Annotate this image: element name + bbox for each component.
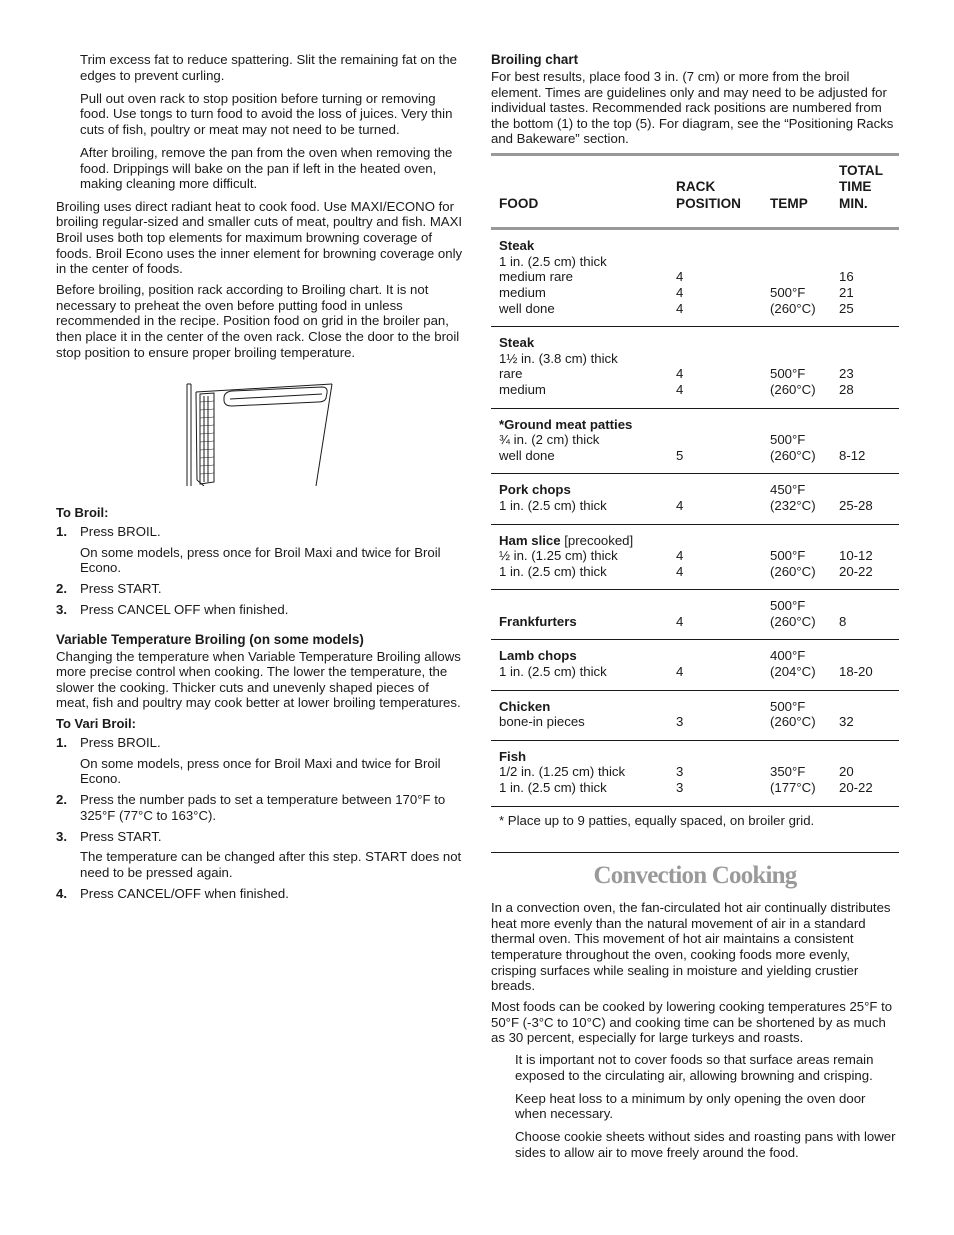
table-row xyxy=(491,229,899,327)
food-detail: 1 in. (2.5 cm) thick xyxy=(499,253,607,269)
to-broil-step xyxy=(56,602,464,618)
cell-total-time: 32 xyxy=(839,714,854,730)
table-row xyxy=(491,408,899,474)
food-detail: ½ in. (1.25 cm) thick xyxy=(499,548,618,564)
cell-temp: 500°F (260°C) xyxy=(770,598,816,629)
cell-temp: 400°F (204°C) xyxy=(770,648,816,680)
cell-rack-position: 3 3 xyxy=(676,764,684,796)
cell-total-time: 10-12 20-22 xyxy=(839,548,873,579)
cell-temp: 500°F (260°C) xyxy=(770,548,816,579)
step-number: 2. xyxy=(56,792,67,808)
step-text: Press CANCEL OFF when finished. xyxy=(80,602,289,618)
vari-broil-step xyxy=(56,829,464,845)
tip-pull-rack: Pull out oven rack to stop position before turning or removing food. Use tongs to turn food to avoid the loss of juices. Very thin cuts of fish, poultry or meat may not need to be turned. xyxy=(80,90,453,137)
convection-tip: Choose cookie sheets without sides and roasting pans with lower sides to allow air to move freely around the food. xyxy=(515,1129,896,1161)
cell-total-time: 25-28 xyxy=(839,497,873,513)
broiling-chart-heading: Broiling chart xyxy=(491,52,579,67)
step-number: 3. xyxy=(56,828,67,844)
section-divider xyxy=(491,852,899,853)
step-note: On some models, press once for Broil Maxi and twice for Broil Econo. xyxy=(80,544,441,576)
step-text: Press START. xyxy=(80,828,162,844)
cell-food xyxy=(491,408,676,474)
left-column xyxy=(56,52,464,906)
food-name: Frankfurters xyxy=(499,613,577,629)
food-detail: medium xyxy=(499,284,546,300)
tip-remove-pan: After broiling, remove the pan from the oven when removing the food. Drippings will bake on the pan if left in the heated oven, making cleaning more difficult. xyxy=(80,144,453,192)
convection-tip: Keep heat loss to a minimum by only opening the oven door when necessary. xyxy=(515,1090,866,1122)
header-total-time: TOTAL TIME MIN. xyxy=(839,162,884,211)
broiling-chart-intro: For best results, place food 3 in. (7 cm) or more from the broil element. Times are guidelines only and may need to be adjusted for individual tastes. Recommended rack positions are numbered from the bottom (1) to the top (5). For diagram, see the “Positioning Racks and Bakeware” section. xyxy=(491,69,894,147)
vari-broil-section xyxy=(56,716,464,901)
cell-temp: 500°F (260°C) xyxy=(770,366,816,397)
food-name: Fish xyxy=(499,748,527,764)
cell-temp: 500°F (260°C) xyxy=(770,432,816,463)
step-number: 2. xyxy=(56,581,67,597)
cell-temp: 500°F (260°C) xyxy=(770,284,816,316)
food-detail: rare xyxy=(499,366,523,382)
paragraph-before-broiling: Before broiling, position rack according to Broiling chart. It is not necessary to preheat the oven before putting food in unless recommended in the recipe. Position food on grid in the broiler pan, then place it in the center of the oven rack. Close the door to the broil stop position to ensure proper broiling temperature. xyxy=(56,282,460,360)
cell-total-time: 20 20-22 xyxy=(839,764,873,796)
cell-rack-position: 4 xyxy=(676,613,684,629)
cell-food xyxy=(491,474,676,524)
cell-temp: 450°F (232°C) xyxy=(770,482,816,513)
step-text: Press START. xyxy=(80,581,162,597)
broiling-chart-table xyxy=(491,153,899,807)
cell-temp: 350°F (177°C) xyxy=(770,764,816,796)
to-broil-step xyxy=(56,581,464,597)
table-row xyxy=(491,524,899,590)
table-row xyxy=(491,590,899,640)
step-text: Press BROIL. xyxy=(80,524,161,540)
oven-door-broil-stop-illustration xyxy=(184,380,334,486)
header-temp: TEMP xyxy=(770,195,808,211)
food-detail: 1½ in. (3.8 cm) thick xyxy=(499,350,618,366)
variable-broil-section xyxy=(56,632,464,711)
step-number: 1. xyxy=(56,735,67,751)
food-name: Steak xyxy=(499,238,535,254)
table-row xyxy=(491,690,899,740)
cell-rack-position: 4 4 xyxy=(676,366,684,397)
cell-rack-position: 4 4 xyxy=(676,548,684,579)
cell-rack-position: 5 xyxy=(676,447,684,463)
tip-trim-fat: Trim excess fat to reduce spattering. Slit the remaining fat on the edges to prevent curling. xyxy=(80,52,458,83)
convection-cooking-heading: Convection Cooking xyxy=(593,862,797,890)
food-detail: 1/2 in. (1.25 cm) thick xyxy=(499,764,626,780)
to-broil-heading: To Broil: xyxy=(56,505,109,521)
cell-rack-position: 4 xyxy=(676,664,684,680)
cell-food xyxy=(491,229,676,327)
cell-total-time: 8-12 xyxy=(839,447,866,463)
convection-paragraph: In a convection oven, the fan-circulated hot air continually distributes heat more evenly than the natural movement of air in a standard thermal oven. This movement of hot air maintains a consistent temperature throughout the oven, cooking foods more evenly, crisping surfaces while sealing in moisture and yielding crustier breads. xyxy=(491,900,891,994)
cell-rack-position: 3 xyxy=(676,714,684,730)
header-rack-position: RACK POSITION xyxy=(676,179,741,211)
cell-food xyxy=(491,690,676,740)
food-detail: 1 in. (2.5 cm) thick xyxy=(499,497,607,513)
step-text: Press BROIL. xyxy=(80,735,161,751)
cell-total-time: 18-20 xyxy=(839,664,873,680)
table-row xyxy=(491,740,899,806)
convection-tip: It is important not to cover foods so that surface areas remain exposed to the circulating air, allowing browning and crisping. xyxy=(515,1052,874,1083)
to-broil-step xyxy=(56,524,464,540)
vari-broil-step xyxy=(56,792,464,823)
food-name: *Ground meat patties xyxy=(499,416,633,432)
cell-food xyxy=(491,327,676,408)
food-detail: bone-in pieces xyxy=(499,714,585,730)
food-name: Lamb chops xyxy=(499,648,577,664)
cell-total-time: 16 21 25 xyxy=(839,269,854,316)
convection-paragraph: Most foods can be cooked by lowering cooking temperatures 25°F to 50°F (-3°C to 10°C) and cooking time can be shortened by as much as 30 percent, especially for large turkeys and roasts. xyxy=(491,999,893,1046)
food-detail: well done xyxy=(499,300,555,316)
header-food: FOOD xyxy=(499,195,539,211)
variable-broil-heading: Variable Temperature Broiling (on some models) xyxy=(56,631,364,647)
table-footnote: * Place up to 9 patties, equally spaced, on broiler grid. xyxy=(499,812,815,828)
step-note: The temperature can be changed after this step. START does not need to be pressed again. xyxy=(80,849,462,880)
food-detail: ¾ in. (2 cm) thick xyxy=(499,432,600,448)
food-detail: 1 in. (2.5 cm) thick xyxy=(499,664,607,680)
cell-food xyxy=(491,740,676,806)
step-note: On some models, press once for Broil Maxi and twice for Broil Econo. xyxy=(80,755,441,787)
step-number: 3. xyxy=(56,602,67,618)
step-number: 4. xyxy=(56,885,67,901)
step-number: 1. xyxy=(56,524,67,540)
cell-food xyxy=(491,524,676,590)
food-detail: 1 in. (2.5 cm) thick xyxy=(499,563,607,579)
vari-broil-step xyxy=(56,735,464,751)
cell-total-time: 23 28 xyxy=(839,366,854,397)
cell-rack-position: 4 4 4 xyxy=(676,269,684,316)
table-row xyxy=(491,640,899,690)
cell-food xyxy=(491,590,676,640)
table-row xyxy=(491,327,899,408)
variable-broil-text: Changing the temperature when Variable Temperature Broiling allows more precise control when cooking. The lower the temperature, the slower the cooking. Thicker cuts and unevenly shaped pieces of meat, fish and poultry may cook better at lower broiling temperatures. xyxy=(56,648,461,711)
food-name: Steak xyxy=(499,335,535,351)
right-column xyxy=(491,52,899,1168)
vari-broil-heading: To Vari Broil: xyxy=(56,716,136,732)
food-name: Pork chops xyxy=(499,482,571,498)
cell-food xyxy=(491,640,676,690)
food-name-note: [precooked] xyxy=(560,532,634,548)
table-row xyxy=(491,474,899,524)
step-text: Press the number pads to set a temperature between 170°F to 325°F (77°C to 163°C). xyxy=(80,792,446,823)
food-name: Chicken xyxy=(499,698,551,714)
table-body xyxy=(491,229,899,806)
food-detail: well done xyxy=(499,447,555,463)
food-name: Ham slice xyxy=(499,532,561,548)
vari-broil-step xyxy=(56,886,464,902)
to-broil-section xyxy=(56,505,464,617)
cell-rack-position: 4 xyxy=(676,497,684,513)
paragraph-radiant-heat: Broiling uses direct radiant heat to cook food. Use MAXI/ECONO for broiling regular-sized and smaller cuts of meat, poultry and fish. MAXI Broil uses both top elements for maximum browning coverage of foods. Broil Econo uses the inner element for browning coverage only in the center of foods. xyxy=(56,198,463,277)
cell-temp: 500°F (260°C) xyxy=(770,698,816,730)
food-detail: medium rare xyxy=(499,269,574,285)
step-text: Press CANCEL/OFF when finished. xyxy=(80,885,289,901)
cell-total-time: 8 xyxy=(839,613,847,629)
table-header-row xyxy=(491,154,899,228)
food-detail: medium xyxy=(499,381,546,397)
food-detail: 1 in. (2.5 cm) thick xyxy=(499,780,607,796)
